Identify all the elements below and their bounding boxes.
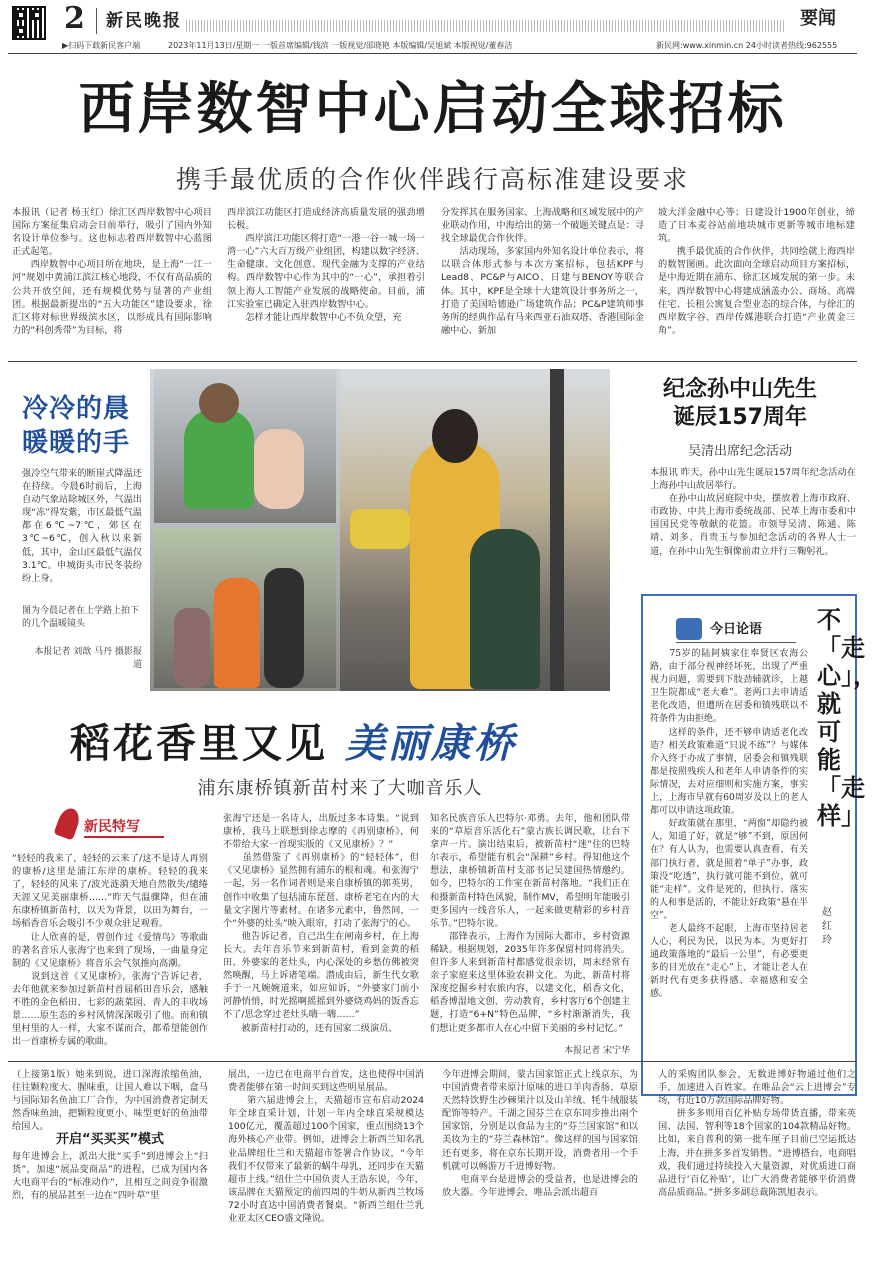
feature-caption: 图为今晨记者在上学路上拍下的几个温暖镜头 [22,606,140,629]
feature-title-line2: 暖暖的手 [22,428,131,458]
issue-line: 2023年11月13日/星期一 一版首席编辑/钱滨 一版视觉/邵晓艳 本版编辑/吴旭斌 本版视觉/董春洁 [168,41,513,50]
music-column-1: “轻轻的我来了，轻轻的云来了/这不是诗人再别的康桥/这里是浦江东岸的康桥。轻轻的我来了，轻轻的风来了/波光涟漪天地自然散失/缱绻天涯又见美丽康桥……”昨天气温骤降，但在浦东康桥镇新苗村，以天为背景，以田为舞台，一场稻香音乐会吸引不少观众驻足观看。 让人欣喜的是，曾创作过《爱情鸟》等歌曲的著名音乐人张海宁也来到了现场，一曲量身定制的《又见康桥》将音乐会气氛推向高潮。 说到这首《又见康桥》，张海宁告诉记者，去年他就来参加过新苗村首届稻田音乐会，感触不胜的金色稻田、七彩的蔬菜园、青人的丰收场景……原生态的乡村风情深深吸引了他。而和镇里村里的人一样，大家不谋而合，都希望能创作出一首康桥专属的歌曲。 [12,853,208,1048]
website-line: 新民网:www.xinmin.cn 24小时读者热线:962555 [656,41,838,50]
sun-subheadline: 吴清出席纪念活动 [687,444,792,459]
sun-headline-line2: 诞辰157周年 [673,405,807,430]
commentary-badge [676,618,702,640]
bottom-subhead: 开启“买买买”模式 [55,1132,165,1147]
photo-child-green [154,369,336,523]
music-column-3: 知名民族音乐人巴特尔·邓勇。去年，他和团队带来的“草原音乐活化石”蒙古族长调民歌，让台下拿声一片。演出结束后，被新苗村“迷”住的巴特尔表示，希望能有机会“深耕”乡村。得知他这个想法，康桥镇新苗村支部书记吴建国热情邀约。如今，巴特尔的工作室在新苗村落地。“我们正在和摄新苗村特色风貌，制作MV，希望明年能吸引更多国内一线音乐人，一起来做更精彩的乡村音乐节。”巴特尔说。 邵锋表示，上海作为国际大都市，乡村资源稀缺。根据规划，2035年许多保留村同将消失。但许多人来到新苗村都感觉很亲切，周末经常有亲子家庭来这里体验农耕文化。为此，新苗村将深度挖掘乡村农旅内容，以建文化，稻香文化，稻香博湿地文创、劳动教育，乡村客厅6个创建主题，打造“6+N”特色品牌，“乡村渐渐消失，我们想让更多都市人在心中留下美丽的乡村记忆。” [430,813,630,1034]
commentary-body: 75岁的陆阿姨家住奉贤区农海公路，由于部分视神经坏死，出现了严重视力问题，需要到下肢劲辅就诊，上越卫生院都成“老大难”。老两口去申请适老化改造，但遭所在居委和镇残联以不符条件为由拒绝。 这样的条件，还不够申请适老化改造？相关政策难道“只说不练”？与媒体介入终于办成了事情，居委会和镇残联都是按照残疾人和老年人申请条件的实际情况，去对应细则和实施方案，事实上，上海市早就有60周岁及以上的老人都可以申请这项政策。 好政策就在那里，“两窗”却隐约被人，知道了好，就是“够”不到，原因何在？有人认为，也需要认真查看、有关部门执行者，就是照着“单子”办事，政策没“吃透”，执行就可能不到位，就可能“走样”。文件是死的，但执行、落实的人和事是活的，不能让好政策“悬在半空”。 老人最终不起眼，上海市坚持居老人心，利民为民，以民为本。为更好打通政策落地的“最后一公里”，有必要更多的目光放在“走心”上，才能让老人在新时代有更多获得感、幸福感和安全感。 [650,649,808,1000]
commentary-headline: 不「走心」，就可能「走样」 [817,605,877,830]
header-rule [8,53,857,54]
lead-subheadline: 携手最优质的合作伙伴践行高标准建设要求 [175,165,689,194]
commentary-label: 今日论语 [710,622,763,637]
music-headline [70,712,630,769]
feature-credit: 本报记者 刘歆 马丹 摄影报道 [34,647,142,670]
sun-headline-line1: 纪念孙中山先生 [662,377,817,402]
bottom-column-5: 人的采购团队参会，无数进博好物通过他们之手，加速进入百姓家。在唯品会“云上进博会”专场，有近10万款国际品牌好物。 拼多多则用百亿补贴专场带货直播，带来英国、法国、智利等18个国家的104款精品好物。比如，来自普利的第一批车厘子目前已空运抵达上海，并在拼多多首发销售。“进博搭台，电商唱戏，我们通过持续投入大量资源，对优质进口商品进行‘百亿补贴’，让广大消费者能够平价消费高品质商品。”拼多多副总裁陈凯旭表示。 [658,1069,856,1198]
commentary-label-underline [676,642,796,643]
sun-body: 本报讯 昨天，孙中山先生诞辰157周年纪念活动在上海孙中山故居举行。 在孙中山故居庭院中央，摆放着上海市政府、市政协、中共上海市委统战部、民革上海市委和中国国民党等敬献的花篮。市领导吴清、陈通、陈靖、刘多、肖贵玉与参加纪念活动的各界人士一道，在孙中山先生铜像前肃立并行三鞠躬礼。 [650,467,856,557]
photo-children-walking [154,528,336,688]
pen-icon [53,805,82,840]
street-photo [340,369,610,691]
music-headline-plain: 稻花香里又见 [70,720,328,767]
qr-caption: ▶扫码下载新民客户端 [62,41,141,50]
page-number: 2 [64,1,85,36]
bottom-column-2: 每年进博会上，派出大批“买手”到进博会上“扫货”，加速“展品变商品”的进程，已成为国内各大电商平台的“标准动作”，且相互之间竞争很激烈，有的展品甚至一边在“四叶草”里 [12,1151,208,1202]
music-subheadline: 浦东康桥镇新苗村来了大咖音乐人 [197,778,483,799]
music-credit: 本报记者 宋宁华 [564,1046,630,1056]
header-divider [96,8,97,34]
lead-column-4: 坡大洋金融中心等；日建设计1900年创业，缔造了日本麦谷站前地块城市更新等城市地标建筑。 携手最优质的合作伙伴，共同绘就上海西岸的数智图画。此次面向全球启动项目方案招标，是中海近期在浦东、徐汇区域发展的第一步。未来，西岸数智中心将建成涵盖办公、商场、高端住宅、长租公寓复合型业态的综合体，与徐汇的西岸数字谷、西岸传媒港联合打造“产业黄金三角”。 [658,207,855,336]
lead-column-1: 本报讯（记者 杨玉红）徐汇区西岸数智中心项目国际方案征集启动会日前举行，吸引了国内外知名设计单位参与。这也标志着西岸数智中心蓝图正式起笔。 西岸数智中心项目所在地块，是上海“一江一河”规划中黄浦江滨江核心地段，不仅有高品质的公共开放空间，还有规模优势与显著的产业组团。根据最新提出的“五大功能区”建设要求，徐汇区将对标世界级滨水区，以形成具有国际影响力的“科创秀带”为目标，将 [12,207,212,336]
commentary-author: 赵红玲 [822,907,832,946]
lead-column-2: 西岸滨江功能区打造成经济高质量发展的强劲增长极。 西岸滨江功能区将打造“一港一谷一城一场一湾一心”六大百万级产业组团，构建以数字经济、生命健康、文化创意、现代金融为支撑的产业结构。西岸数智中心作为其中的“一心”，承担着引领上海人工智能产业发展的战略使命。目前，浦江实验室已确定入驻西岸数智中心。 怎样才能让西岸数智中心不负众望，充 [227,207,425,323]
feature-title-line1: 冷冷的晨 [22,394,131,424]
music-column-2: 张海宁还是一名诗人，出版过多本诗集。“说到康桥，我马上联想到徐志摩的《再别康桥》，何不带给大家一首现实版的《又见康桥》？” 虽然借鉴了《再别康桥》的“轻轻体”，但《又见康桥》显然拥有浦东的根和魂。和张海宁一起，另一名作词者则是来自康桥镇的郭英男，创作中收集了包括浦东琵琶、康桥老宅在内的大量文字图片等素材。在诸多元素中，鲁然间，一个“外婆的灶头”映入眼帘，打动了张海宁的心。 他告诉记者，自己出生在闸南乡村，在上海长大。去年音乐节来到新苗村，看到金黄的稻田、外婆家的老灶头，内心深处的乡愁仿佛被突然唤醒，马上诉诸笔端。潜成由后，新生代女歌手于一凡婉婉道来，如应如诉，“外婆家门前小河静悄悄，时光摇啊摇摇到外婆烧鸡妈的饭香忘不了/思念穿过老灶头嗨一嗨……” 被新苗村打动的，还有国家二级演员、 [223,813,419,1034]
lead-column-3: 分发挥其在服务国家、上海战略和区域发展中的产业联动作用，中海给出的第一个破题关键点是：寻找全球最优合作伙伴。 活动现场，多家国内外知名设计单位表示，将以联合体形式参与本次方案招标，包括KPF与Lead8、PC&P与AICO、日建与BENOY等联合体。其中，KPF是全球十大建筑设计事务所之一，打造了美国哈德逊广场建筑作品；PC&P建筑师事务所的经典作品有马来西亚石油双塔、香港国际金融中心、新加 [441,207,644,336]
bottom-column-3: 展出，一边已在电商平台首发，这也使得中国消费者能够在第一时间买到这些明星展品。 第六届进博会上，天猫超市宣布启动2024年全球直采计划，计划一年内全球直采规模达100亿元，覆盖超过100个国家，重点围绕13个海外核心产业带。例如，进博会上新西兰知名乳业品牌纽仕兰和天猫超市签署合作协议，“今年我们不仅带来了最新的蜗牛母乳，还同步在天猫超市上线。”纽仕兰中国负责人王浩东说，今年，该品牌在天猫预定的前四周的牛奶从新西兰牧场72小时直达中国消费者餐桌。“新西兰组仕兰乳业亚太区CEO盛文隆说。 [228,1069,424,1225]
masthead-stripes [186,20,784,32]
qr-code[interactable] [12,6,46,40]
section-title: 要闻 [800,8,836,29]
lead-bottom-rule [8,361,857,362]
music-label: 新民特写 [84,819,140,835]
bottom-column-1: （上接第1版）她来到说，进口深海浓缩鱼油，往往颗粒度大、腥味重，让国人难以下咽，盒马与国际知名鱼油工厂合作，为中国消费者定制天然香味鱼油，把颗粒度更小、味型更好的鱼油带给国人。 [12,1069,208,1133]
paper-name: 新民晚报 [106,11,182,31]
lead-headline: 西岸数智中心启动全球招标 [78,76,787,142]
music-bottom-rule [8,1061,857,1062]
feature-body: 强冷空气带来的断崖式降温还在持续。今晨6时前后，上海自动气象站除城区外，气温出现“冻”得发紫，市区最低气温都在6℃~7℃，郊区在3℃~6℃，创入秋以来新低，其中，金山区最低气温仅3.1℃。申城街头市民冬装纷纷上身。 [22,468,142,584]
music-label-underline [84,836,164,838]
bottom-column-4: 今年进博会期间，蒙古国家馆正式上线京东，为中国消费者带来原汁原味的进口羊肉香肠、草原天然特饮野生沙棘果汁以及山羊绒、牦牛绒服装配饰等特产。千湖之国芬兰在京东同步推出兩个国家馆，分别是以食品为主的“芬兰国家馆”和以美妆为主的“芬兰森林馆”。像这样的国与国家馆还有更多，将在京东长期开设，消费者用一个手机就可以畅游万千进博好物。 电商平台是进博会的受益者，也是进博会的放大器。今年进博会，唯品会派出超百 [442,1069,638,1198]
music-headline-emphasis: 美丽康桥 [344,720,517,767]
